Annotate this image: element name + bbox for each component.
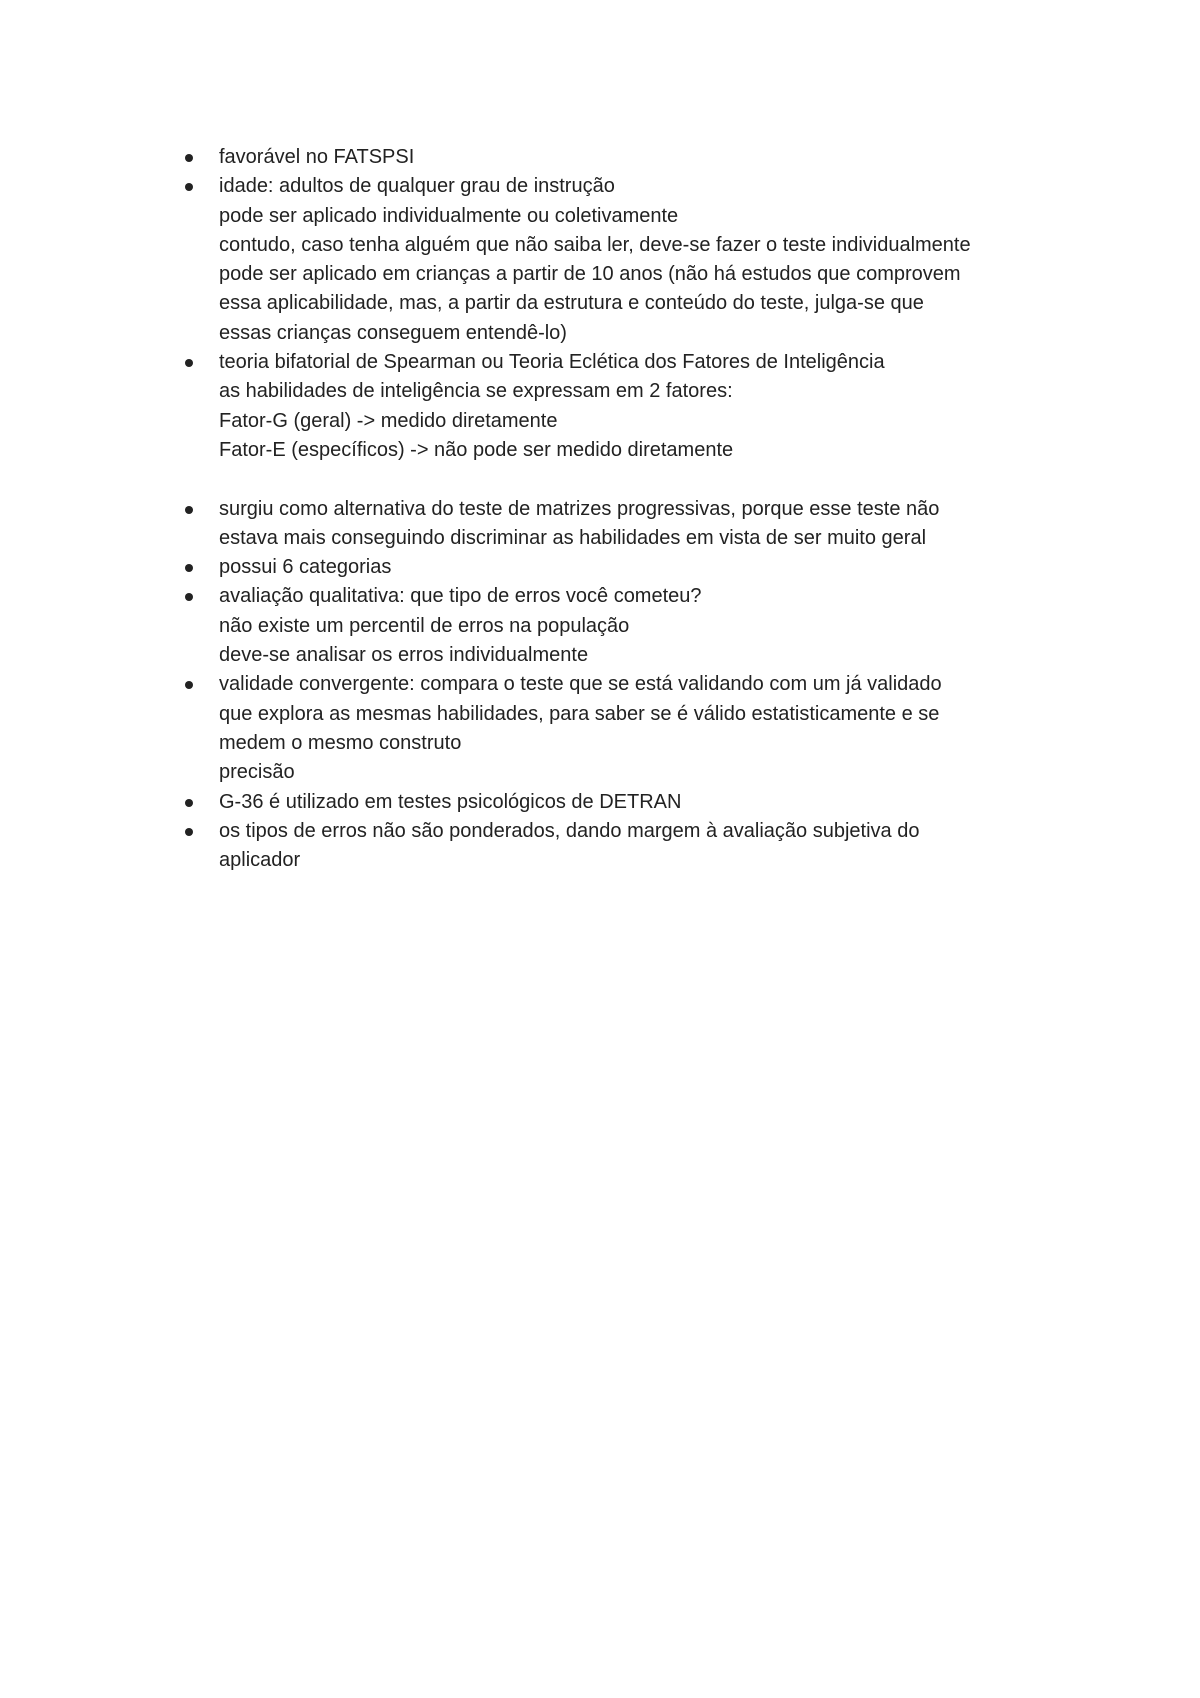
list-item-text: Fator-E (específicos) -> não pode ser medido diretamente [219,438,734,461]
bullet-icon [185,506,193,514]
list-item-text: G-36 é utilizado em testes psicológicos de DETRAN [219,790,682,813]
list-item-text: surgiu como alternativa do teste de matrizes progressivas, porque esse teste não [219,497,940,520]
list-item-text: pode ser aplicado individualmente ou coletivamente [219,204,679,227]
list-item [182,670,1082,787]
list-item-text: Fator-G (geral) -> medido diretamente [219,409,558,432]
bullet-icon [185,154,193,162]
list-item-text: essa aplicabilidade, mas, a partir da estrutura e conteúdo do teste, julga-se que [219,292,924,315]
bullet-icon [185,828,193,836]
bullet-list [182,143,1082,875]
list-item-text: teoria bifatorial de Spearman ou Teoria Eclética dos Fatores de Inteligência [219,351,885,374]
list-item-text: idade: adultos de qualquer grau de instrução [219,175,615,198]
list-item-text: favorável no FATSPSI [219,146,415,168]
bullet-icon [185,799,193,807]
list-item [182,817,1082,876]
blank-line [182,465,1082,494]
list-item-text: as habilidades de inteligência se expressam em 2 fatores: [219,380,733,403]
list-item-text: possui 6 categorias [219,556,392,579]
list-item-text: não existe um percentil de erros na população [219,614,630,637]
list-item-text: os tipos de erros não são ponderados, dando margem à avaliação subjetiva do [219,819,920,842]
list-item-text: validade convergente: compara o teste que se está validando com um já validado [219,673,942,696]
list-item [182,348,1082,465]
list-item [182,495,1082,554]
list-item-text: deve-se analisar os erros individualmente [219,644,589,667]
list-item-text: que explora as mesmas habilidades, para saber se é válido estatisticamente e se [219,702,940,725]
list-item-text: avaliação qualitativa: que tipo de erros você cometeu? [219,585,702,608]
list-item [182,143,1082,172]
list-item [182,553,1082,582]
list-item-text: medem o mesmo construto [219,731,462,754]
list-item-text: pode ser aplicado em crianças a partir de 10 anos (não há estudos que comprovem [219,263,961,286]
list-item-text: aplicador [219,849,301,872]
list-item [182,788,1082,817]
bullet-icon [185,564,193,572]
list-item-text: precisão [219,761,295,784]
list-item [182,172,1082,348]
bullet-icon [185,183,193,191]
bullet-icon [185,359,193,367]
list-item [182,582,1082,670]
bullet-icon [185,593,193,601]
list-item-text: essas crianças conseguem entendê-lo) [219,321,567,344]
bullet-icon [185,681,193,689]
list-item-text: contudo, caso tenha alguém que não saiba ler, deve-se fazer o teste individualmente [219,233,971,256]
list-item-text: estava mais conseguindo discriminar as habilidades em vista de ser muito geral [219,526,927,549]
